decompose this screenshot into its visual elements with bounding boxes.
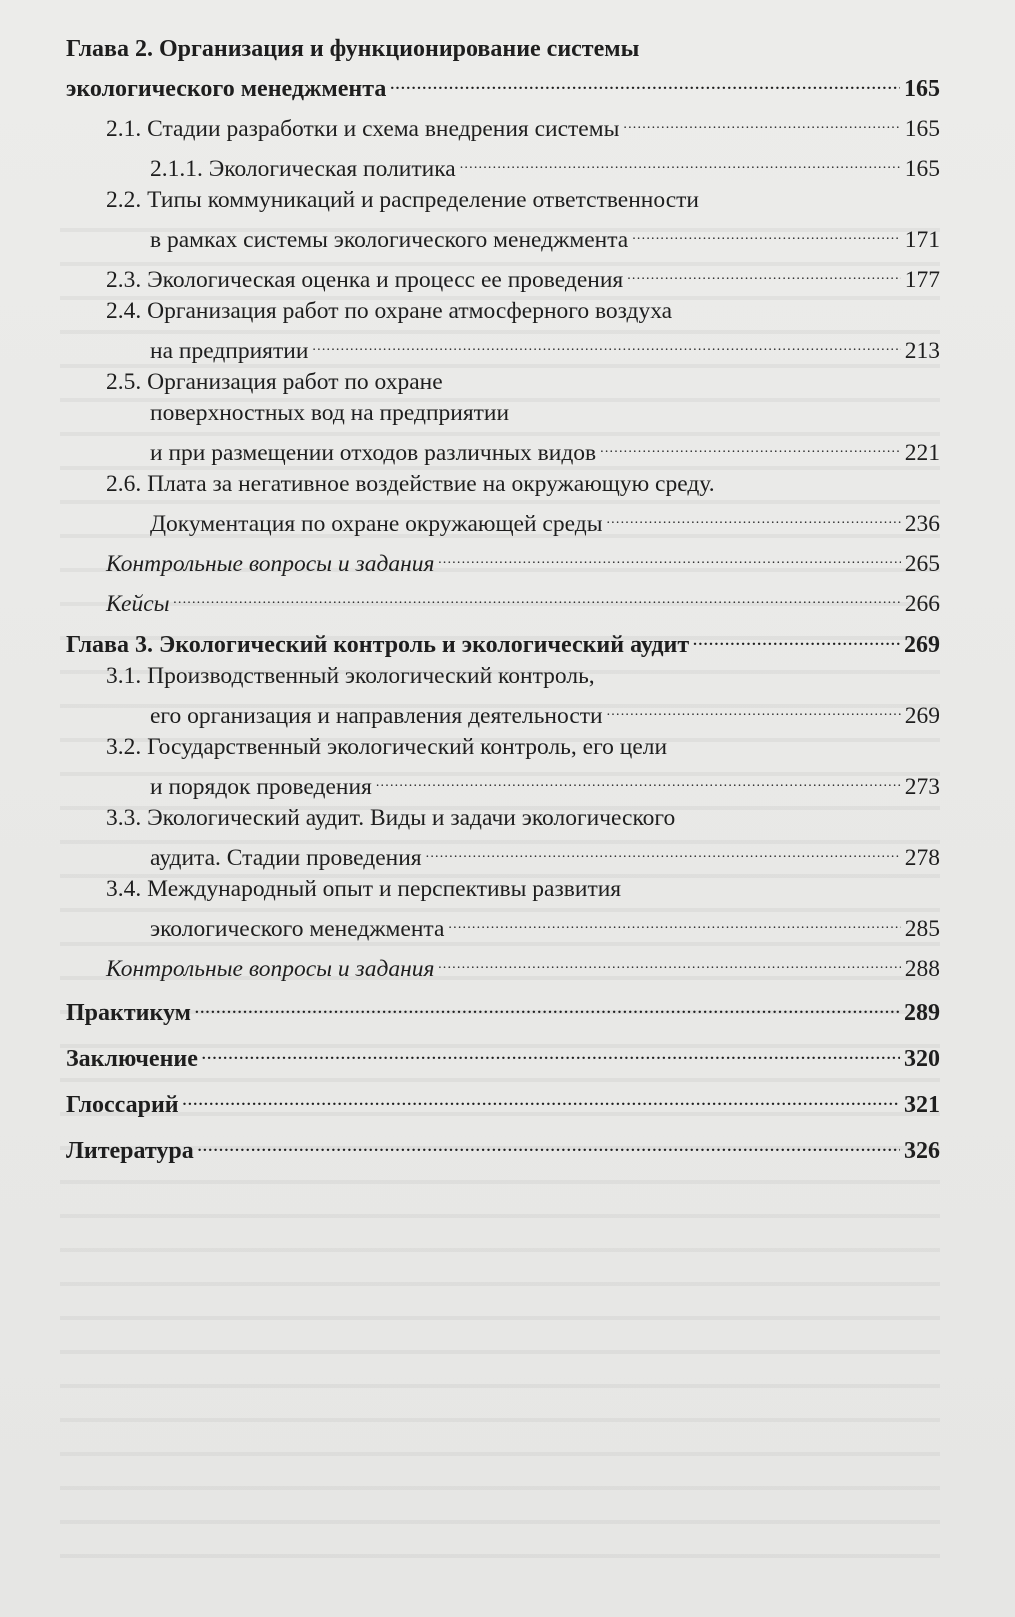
dot-leader — [627, 256, 901, 287]
page-number: 165 — [904, 156, 940, 182]
toc-entry-line: Глава 3. Экологический контроль и экологический аудит — [66, 632, 690, 658]
toc-entry-2-3 — [66, 256, 940, 296]
toc-entry-line: Практикум — [66, 1000, 191, 1026]
dot-leader — [426, 834, 901, 865]
page-number: 289 — [904, 1000, 940, 1026]
toc-entry-line: 3.2. Государственный экологический контроль, его цели — [106, 734, 668, 760]
toc-entry-line: Глава 2. Организация и функционирование системы — [66, 36, 640, 62]
toc-entry-line: 2.3. Экологическая оценка и процесс ее проведения — [106, 267, 624, 293]
toc-entry-line: его организация и направления деятельности — [150, 703, 603, 729]
page-number: 213 — [904, 338, 940, 364]
dot-leader — [312, 327, 900, 358]
dot-leader — [693, 621, 900, 652]
toc-entry-3-2 — [66, 732, 940, 803]
toc-entry-line: экологического менеджмента — [150, 916, 445, 942]
dot-leader — [606, 500, 900, 531]
dot-leader — [376, 763, 901, 794]
toc-entry-line: Заключение — [66, 1046, 198, 1072]
toc-entry-chapter-2 — [66, 34, 940, 105]
page-number: 288 — [904, 956, 940, 982]
dot-leader — [438, 945, 900, 976]
dot-leader — [183, 1081, 900, 1112]
toc-entry-3-1 — [66, 661, 940, 732]
toc-entry-literature — [66, 1127, 940, 1167]
dot-leader — [195, 989, 900, 1020]
toc-entry-line: Кейсы — [106, 591, 170, 617]
dot-leader — [460, 145, 901, 176]
toc-entry-line: Литература — [66, 1138, 194, 1164]
toc-entry-line: 2.5. Организация работ по охране — [106, 369, 443, 395]
page-number: 321 — [904, 1092, 940, 1118]
dot-leader — [198, 1127, 900, 1158]
page-number: 269 — [904, 703, 940, 729]
toc-entry-line: экологического менеджмента — [66, 76, 387, 102]
toc-entry-2-5 — [66, 367, 940, 469]
page-number: 269 — [904, 632, 940, 658]
toc-entry-2-6 — [66, 469, 940, 540]
dot-leader — [202, 1035, 900, 1066]
dot-leader — [438, 540, 900, 571]
toc-entry-line: 3.4. Международный опыт и перспективы развития — [106, 876, 622, 902]
dot-leader — [600, 429, 901, 460]
page-number: 285 — [904, 916, 940, 942]
toc-entry-line: 3.1. Производственный экологический контроль, — [106, 663, 595, 689]
toc-entry-line: 2.4. Организация работ по охране атмосферного воздуха — [106, 298, 673, 324]
page-number: 273 — [904, 774, 940, 800]
toc-entry-line: Контрольные вопросы и задания — [106, 551, 435, 577]
toc-entry-line: 2.1.1. Экологическая политика — [150, 156, 456, 182]
toc-entry-line: 2.6. Плата за негативное воздействие на окружающую среду. — [106, 471, 715, 497]
toc-entry-questions-ch3 — [66, 945, 940, 985]
toc-entry-line: 2.1. Стадии разработки и схема внедрения системы — [106, 116, 620, 142]
toc-entry-glossary — [66, 1081, 940, 1121]
toc-entry-chapter-3 — [66, 621, 940, 661]
dot-leader — [390, 65, 900, 96]
dot-leader — [623, 105, 900, 136]
toc-entry-line: и порядок проведения — [150, 774, 372, 800]
toc-entry-line: аудита. Стадии проведения — [150, 845, 422, 871]
toc-entry-line: Глоссарий — [66, 1092, 179, 1118]
toc-entry-questions-ch2 — [66, 540, 940, 580]
toc-entry-line: Документация по охране окружающей среды — [150, 511, 603, 537]
toc-entry-line: 3.3. Экологический аудит. Виды и задачи экологического — [106, 805, 676, 831]
toc-entry-2-1 — [66, 105, 940, 145]
page-number: 326 — [904, 1138, 940, 1164]
page-number: 265 — [904, 551, 940, 577]
page-number: 165 — [904, 76, 940, 102]
toc-entry-2-4 — [66, 296, 940, 367]
toc-entry-practicum — [66, 989, 940, 1029]
dot-leader — [448, 905, 900, 936]
dot-leader — [607, 692, 901, 723]
page-number: 221 — [904, 440, 940, 466]
toc-entry-3-4 — [66, 874, 940, 945]
toc-entry-line: 2.2. Типы коммуникаций и распределение ответственности — [106, 187, 699, 213]
toc-entry-2-1-1 — [66, 145, 940, 185]
toc-entry-3-3 — [66, 803, 940, 874]
dot-leader — [632, 216, 901, 247]
toc-entry-line: в рамках системы экологического менеджмента — [150, 227, 629, 253]
toc-entry-line: поверхностных вод на предприятии — [150, 400, 510, 426]
page-number: 266 — [904, 591, 940, 617]
toc-entry-line: Контрольные вопросы и задания — [106, 956, 435, 982]
toc-entry-conclusion — [66, 1035, 940, 1075]
page-number: 320 — [904, 1046, 940, 1072]
toc-entry-line: на предприятии — [150, 338, 309, 364]
dot-leader — [174, 580, 901, 611]
page-number: 177 — [904, 267, 940, 293]
toc-entry-cases — [66, 580, 940, 620]
toc-entry-2-2 — [66, 185, 940, 256]
page-number: 278 — [904, 845, 940, 871]
page-number: 171 — [904, 227, 940, 253]
page-number: 236 — [904, 511, 940, 537]
toc-entry-line: и при размещении отходов различных видов — [150, 440, 597, 466]
page-number: 165 — [904, 116, 940, 142]
table-of-contents — [66, 34, 940, 1173]
